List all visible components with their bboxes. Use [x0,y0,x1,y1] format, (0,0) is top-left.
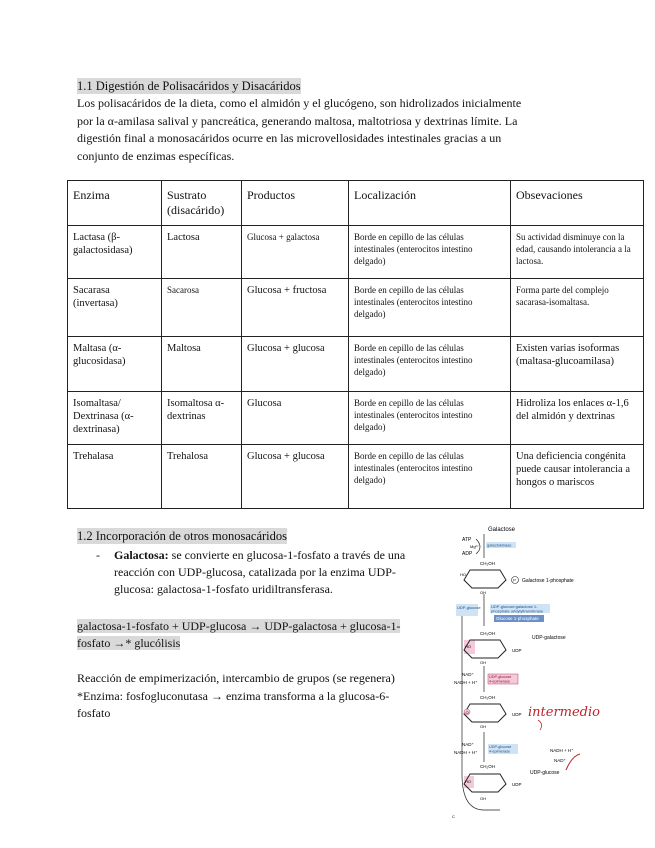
cell-localizacion: Borde en cepillo de las células intestinales (enterocitos intestino delgado) [349,337,511,392]
nad-label: NAD⁺ [462,742,474,747]
phosphate-label: P [513,577,516,583]
nadh-right-label: NADH + H⁺ [550,748,574,753]
paragraph-line: conjunto de enzimas específicas. [77,148,235,163]
cell-localizacion: Borde en cepillo de las células intestinales (enterocitos intestino delgado) [349,392,511,445]
galactose-pathway-diagram [440,524,610,824]
cell-observaciones: Existen varias isoformas (maltasa-glucoamilasa) [511,337,644,392]
cell-enzima: Trehalasa [68,445,162,509]
bullet-galactosa [96,547,426,598]
note-epimerization [77,670,402,723]
ring-label: CH₂OH [480,695,495,700]
cell-sustrato: Sacarosa [162,279,242,337]
cell-productos: Glucosa + fructosa [242,279,349,337]
udp-galactose-ring [464,631,506,665]
red-arrow [566,754,580,770]
col-header-enzima: Enzima [68,181,162,226]
bullet-text [114,547,426,598]
col-header-localizacion: Localización [349,181,511,226]
ring-label: O [465,709,469,715]
ring-label: HO [465,779,471,784]
cell-observaciones: Una deficiencia congénita puede causar intolerancia a hongos o mariscos [511,445,644,509]
nad-right-label: NAD⁺ [554,758,566,763]
cell-observaciones: Su actividad disminuye con la edad, causando intolerancia a la lactosa. [511,226,644,279]
cell-enzima: Maltasa (α-glucosidasa) [68,337,162,392]
cell-enzima: Lactasa (β-galactosidasa) [68,226,162,279]
cell-productos: Glucosa [242,392,349,445]
heading-text: 1.2 Incorporación de otros monosacáridos [77,529,288,543]
table-row [68,226,644,279]
cell-sustrato: Maltosa [162,337,242,392]
cell-sustrato: Lactosa [162,226,242,279]
cell-enzima: Isomaltasa/ Dextrinasa (α-dextrinasa) [68,392,162,445]
intermediate-ring [464,695,506,729]
cell-productos: Glucosa + glucosa [242,337,349,392]
mg-label: Mg²⁺ [470,544,479,549]
col-header-sustrato: Sustrato (disacárido) [162,181,242,226]
reaction-equation [77,618,429,652]
handwritten-note: intermedio [528,705,600,720]
cell-sustrato: Trehalosa [162,445,242,509]
nadh-label: NADH + H⁺ [454,680,478,685]
col-header-observaciones: Obsevaciones [511,181,644,226]
ring-label: OH [480,796,486,801]
paragraph-line: Los polisacáridos de la dieta, como el almidón y el glucógeno, son hidrolizados inicialmente [77,96,522,110]
col-header-productos: Productos [242,181,349,226]
table-row [68,392,644,445]
heading-text: 1.1 Digestión de Polisacáridos y Disacáridos [77,79,301,93]
enzyme3-line2: 4-epimerase [489,679,511,684]
ring-label: HO [465,644,471,649]
udp-glucose-ring [464,764,506,801]
cell-localizacion: Borde en cepillo de las células intestinales (enterocitos intestino delgado) [349,279,511,337]
udp-label: UDP [512,712,522,717]
cell-observaciones: Forma parte del complejo sacarasa-isomaltasa. [511,279,644,337]
nadh-label: NADH + H⁺ [454,750,478,755]
intro-paragraph [77,95,577,165]
ring-label: HO [460,572,466,577]
product1-label: Galactose 1-phosphate [522,578,574,584]
enzyme2-line1: UDP-glucose:galactose 1- [491,604,538,609]
enzyme1-label: galactokinase [487,542,512,548]
udp-galactose-label: UDP-galactose [532,635,566,641]
table-row [68,445,644,509]
enzyme3-line1: UDP-glucose [489,675,512,679]
nad-label: NAD⁺ [462,672,474,677]
equation-text: galactosa-1-fosfato + UDP-glucosa → UDP-galactosa + glucosa-1-fosfato →* glucólisis [77,619,401,650]
paragraph-line: por la α-amilasa salival y pancreática, generando maltosa, maltotriosa y dextrinas límite. La [77,113,518,128]
ring-label: OH [480,724,486,729]
bullet-body: se convierte en glucosa-1-fosfato a través de una reacción con UDP-glucosa, catalizada por la enzima UDP-glucosa: galactosa-1-fosfato uridiltransferasa. [114,548,406,596]
cell-localizacion: Borde en cepillo de las células intestinales (enterocitos intestino delgado) [349,445,511,509]
bullet-term: Galactosa: [114,548,169,562]
ring-label: OH [480,660,486,665]
diagram-title: Galactose [488,527,516,533]
enzyme3-line1: UDP-glucose [489,745,512,749]
table-row [68,337,644,392]
cell-localizacion: Borde en cepillo de las células intestinales (enterocitos intestino delgado) [349,226,511,279]
ring-label: CH₂OH [480,561,495,566]
ring-label: CH₂OH [480,764,495,769]
cell-productos: Glucosa + galactosa [242,226,349,279]
cell-productos: Glucosa + glucosa [242,445,349,509]
udp-glucose-label: UDP-glucose [457,605,481,610]
ring-label: OH [480,590,486,595]
udp-glucose-bottom-label: UDP-glucose [530,770,560,776]
paragraph-line: digestión final a monosacáridos ocurre en las microvellosidades intestinales gracias a un [77,131,502,145]
cell-observaciones: Hidroliza los enlaces α-1,6 del almidón y dextrinas [511,392,644,445]
ring-label: C [452,814,455,819]
adp-label: ADP [462,551,473,557]
ring-label: CH₂OH [480,631,495,636]
note-line: *Enzima: fosfogluconutasa → enzima transforma a la glucosa-6-fosfato [77,688,390,720]
handwritten-mark [538,720,542,730]
cell-enzima: Sacarasa (invertasa) [68,279,162,337]
atp-label: ATP [462,537,472,543]
table-row [68,279,644,337]
cell-sustrato: Isomaltosa α-dextrinas [162,392,242,445]
udp-label: UDP [512,782,522,787]
enzyme3-line2: 4-epimerase [489,749,511,754]
glucose1p-label: Glucose 1-phosphate [496,616,539,621]
enzyme2-line2: phosphate uridylyltransferase [491,608,544,614]
table-header-row [68,181,644,226]
enzyme-table [67,180,644,509]
galactose-1p-ring [460,561,506,595]
bullet-dash: - [96,548,100,562]
udp-label: UDP [512,648,522,653]
note-line: Reacción de empimerización, intercambio de grupos (se regenera) [77,671,395,685]
